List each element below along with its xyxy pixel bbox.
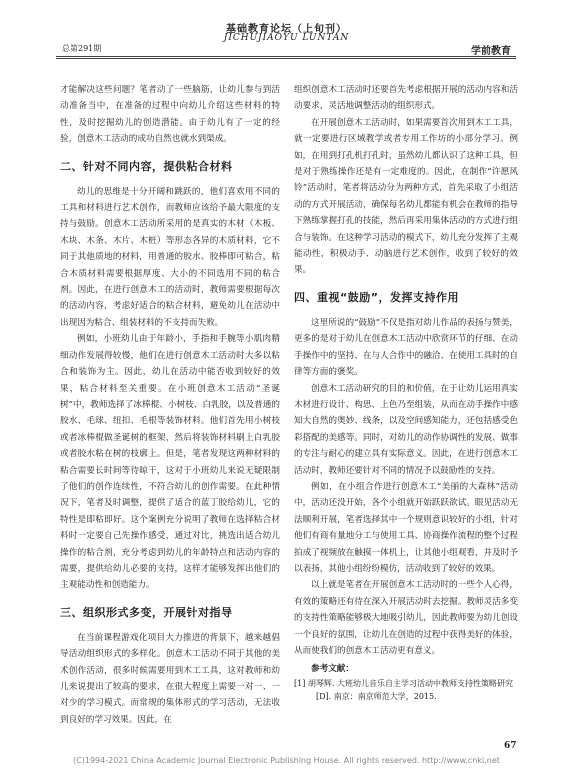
references-title: 参考文献： <box>311 664 354 675</box>
header-rule-top <box>56 56 516 57</box>
paragraph: 组织创意木工活动时还要首先考虑根据开展的活动内容和活动要求，灵活地调整活动的组织形式。 <box>294 85 518 112</box>
left-column <box>60 82 280 728</box>
page-header <box>0 0 573 80</box>
section-heading: 二、针对不同内容，提供粘合材料 <box>60 159 233 173</box>
paragraph: 才能解决这些问题？笔者动了一些脑筋，让幼儿参与到活动准备当中，在准备的过程中向幼儿介绍这些材料的特性，及时挖掘幼儿的创造潜能。由于幼儿有了一定的经验，创意木工活动的成功自然也就水到渠成。 <box>60 85 280 145</box>
header-rule-bottom <box>56 58 516 59</box>
section-name: 学前教育 <box>471 46 511 57</box>
section-heading: 三、组织形式多变，开展针对指导 <box>60 605 233 619</box>
paragraph: 创意木工活动研究的目的和价值，在于让幼儿运用真实木材进行设计、构思、上色乃至组装，从而在动手操作中感知大自然的奥妙、线条，以及空间感知能力，还包括感受色彩搭配的美感等。同时，对幼儿的动作协调性的发展、做事的专注与耐心的建立具有实际意义。因此，在进行创意木工活动时，教师还要针对不同的情况予以鼓励性的支持。 <box>294 383 518 476</box>
paragraph: 以上就是笔者在开展创意木工活动时的一些个人心得，有效的策略还有待在深入开展活动时去挖掘。教师灵活多变的支持性策略能够极大地吸引幼儿，因此教师要为幼儿创设一个良好的氛围，让幼儿在创造的过程中获得美好的体验，从而使我们的创意木工活动更有意义。 <box>294 580 518 656</box>
section-heading: 四、重视“鼓励”，发挥支持作用 <box>294 290 459 304</box>
paragraph: 例如，在小组合作进行创意木工“美丽的大森林”活动中，活动还没开始，各个小组就开始跃跃欲试。眼见活动无法顺利开展，笔者选择其中一个规则意识较好的小组，针对他们有商有量地分工与使用工具、协商操作流程的整个过程拍成了视频放在触摸一体机上，让其他小组观看，并及时予以表扬，其他小组纷纷模仿，活动收到了较好的效果。 <box>294 481 518 574</box>
reference-item: [1] 胡琴辉. 大班幼儿音乐自主学习活动中教师支持性策略研究[D]. 南京：南京师范大学，2015. <box>294 679 513 702</box>
page-number: 67 <box>504 741 517 751</box>
paragraph: 幼儿的思维是十分开阔和跳跃的，他们喜欢用不同的工具和材料进行艺术创作，而教师应该给予最大限度的支持与鼓励。创意木工活动所采用的是真实的木材（木板、木块、木条、木片、木桩）等形态各异的木质材料，它不同于其他质地的材料，用普通的胶水、胶棒即可粘合，粘合木质材料需要根据厚度、大小的不同选用不同的粘合剂。因此，在进行创意木工的活动时，教师需要根据每次的活动内容，考虑好适合的粘合材料，避免幼儿在活动中出现因为粘合、组装材料的不支持而失败。 <box>60 186 280 328</box>
issue-number: 总第291期 <box>62 44 102 53</box>
journal-title: 基础教育论坛（上旬刊） <box>226 24 347 35</box>
paragraph: 在当前课程游戏化项目大力推进的背景下，越来越倡导活动组织形式的多样化。创意木工活动不同于其他的美术创作活动，很多时候需要用到木工工具，这对教师和幼儿来说提出了较高的要求，在很大程度上需要一对一、一对少的学习模式。而常规的集体形式的学习活动，无法收到良好的学习效果。因此，在 <box>60 632 280 725</box>
copyright-footer: (C)1994-2021 China Academic Journal Electronic Publishing House. All rights reserved. http://www.cnki.net <box>73 756 500 765</box>
paragraph: 在开展创意木工活动时，如果需要首次用到木工工具，就一定要进行区域教学或者专用工作坊的小部分学习。例如，在用到打孔机打孔时，虽然幼儿都认识了这种工具，但是对于熟练操作还是有一定难度的。因此，在制作“许愿风铃”活动时，笔者将活动分为两种方式，首先采取了小组活动的方式开展活动，确保每名幼儿都能有机会在教师的指导下熟练掌握打孔的技能，然后再采用集体活动的方式进行组合与装饰。在这种学习活动的模式下，幼儿充分发挥了主观能动性，积极动手、动脑进行艺术创作，收到了较好的效果。 <box>294 117 518 276</box>
right-column <box>294 82 518 703</box>
journal-pinyin: JICHUJIAOYU LUNTAN <box>223 33 350 43</box>
paragraph: 这里所说的“鼓励”不仅是指对幼儿作品的表扬与赞美，更多的是对于幼儿在创意木工活动中欣赏环节的仔细、在动手操作中的坚持、在与人合作中的融洽、在使用工具时的自律等方面的褒奖。 <box>294 317 518 378</box>
paragraph: 例如，小班幼儿由于年龄小，手指和手腕等小肌肉精细动作发展得较慢，他们在进行创意木工活动时大多以粘合和装饰为主。因此，幼儿在活动中能否收到较好的效果，粘合材料至关重要。在小班创意木工活动“圣诞树”中，教师选择了冰棒棍、小树枝、白乳胶，以及普通的胶水、毛球、纽扣、毛根等装饰材料。他们首先用小树枝或者冰棒棍做圣诞树的框架，然后将装饰材料刷上白乳胶或者胶水粘在树的枝廓上。但是，笔者发现这两种材料的粘合需要长时间等待晾干，这对于小班幼儿来说无疑限制了他们的创作连续性，不符合幼儿的创作需要。在此种情况下，笔者及时调整，提供了适合的蓝丁胶给幼儿，它的特性是即粘即好。这个案例充分说明了教师在选择粘合材料时一定要自己先操作感受，通过对比，挑选出适合幼儿操作的粘合剂，充分考虑到幼儿的年龄特点和活动内容的需要，提供给幼儿必要的支持，这样才能够发挥出他们的主观能动性和创造能力。 <box>60 334 280 591</box>
